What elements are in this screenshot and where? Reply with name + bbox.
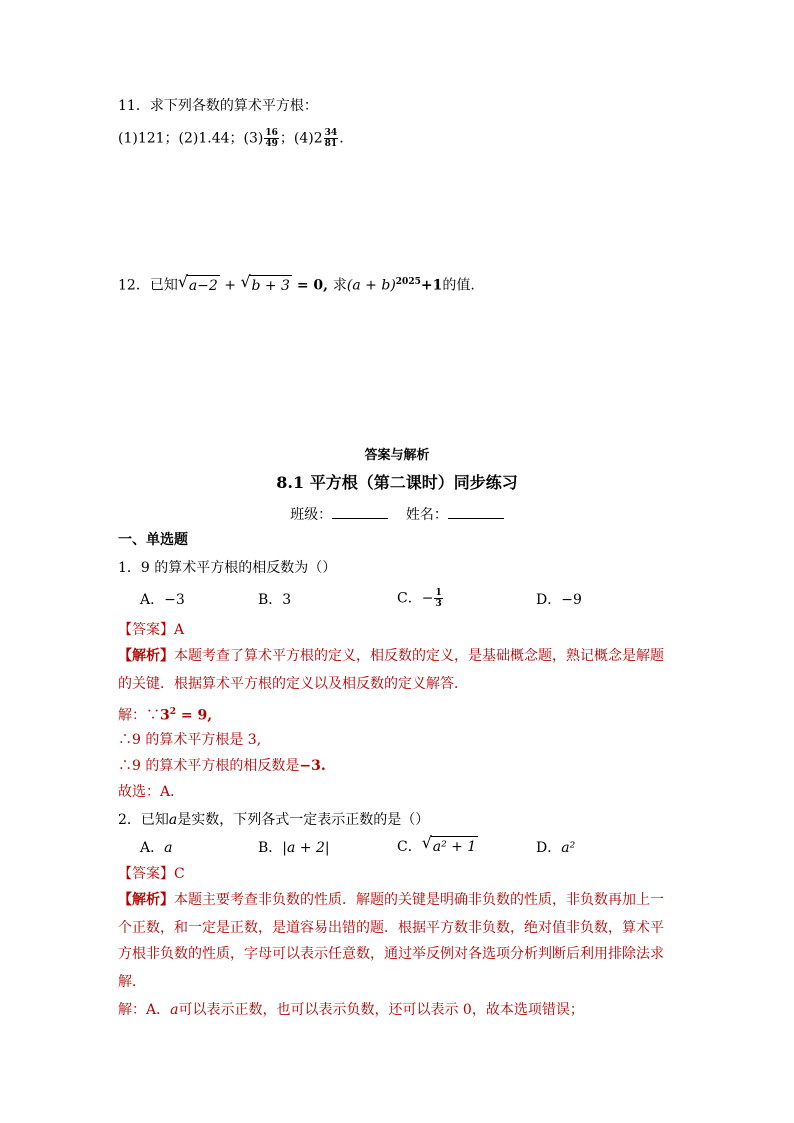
option-value: a² + 1 — [431, 836, 479, 857]
q1-option-c — [397, 588, 444, 609]
q2-analysis-1 — [118, 890, 664, 910]
analysis-tag: 【解析】 — [118, 892, 174, 908]
option-label: B． — [258, 840, 283, 856]
q12-exponent: 2025 — [395, 277, 421, 287]
sol-rest: = 9, — [176, 707, 213, 724]
section-heading: 一、单选题 — [118, 532, 188, 548]
option-value: a² — [561, 840, 576, 856]
frac-denominator: 3 — [435, 599, 442, 609]
analysis-text: 本题考查了算术平方根的定义，相反数的定义，是基础概念题，熟记概念是解题 — [174, 648, 664, 664]
q2-stem-b: 是实数，下列各式一定表示正数的是（） — [177, 812, 430, 828]
document-title: 8.1 平方根（第二课时）同步练习 — [276, 473, 518, 492]
q12-mid: 求 — [332, 277, 347, 294]
radicand-1: a−2 — [187, 275, 220, 296]
sol-value: −3. — [299, 758, 326, 774]
q1-option-d: D．−9 — [536, 592, 582, 608]
q1-stem: 1．9 的算术平方根的相反数为（） — [118, 560, 337, 576]
q2-answer: 【答案】C — [118, 866, 185, 882]
q1-analysis-1 — [118, 646, 664, 666]
class-blank — [332, 504, 388, 519]
q11-end: . — [339, 130, 344, 147]
q1-option-b: B．3 — [258, 592, 292, 608]
q12-plus-one: +1 — [420, 277, 443, 294]
sol-prefix: 解：∵ — [118, 707, 160, 724]
q11-fraction-1 — [264, 128, 279, 149]
name-blank — [448, 504, 504, 519]
q11-items — [118, 128, 344, 149]
q2-analysis-3: 方根非负数的性质，字母可以表示任意数，通过举反例对各选项分析判断后利用排除法求 — [118, 946, 664, 962]
option-value: a — [164, 840, 173, 856]
q1-option-a: A．−3 — [140, 592, 185, 608]
q1-option-c-prefix: C．− — [397, 590, 434, 607]
option-value: |a + 2| — [282, 840, 330, 856]
frac-numerator: 16 — [265, 128, 278, 138]
q2-stem — [118, 810, 429, 830]
frac-denominator: 49 — [265, 139, 278, 149]
q2-option-c — [397, 833, 478, 857]
q2-analysis-2: 个正数，和一定是正数，是道容易出错的题．根据平方数非负数，绝对值非负数，算术平 — [118, 920, 664, 936]
q1-analysis-2: 的关键．根据算术平方根的定义以及相反数的定义解答． — [118, 676, 468, 692]
radicand-2: b + 3 — [249, 275, 292, 296]
q1-answer: 【答案】A — [118, 622, 185, 638]
frac-denominator: 81 — [324, 139, 338, 149]
q2-option-b — [258, 838, 330, 858]
equals-zero: = 0, — [291, 277, 333, 294]
analysis-tag: 【解析】 — [118, 648, 174, 664]
sqrt-expression-2: √ b + 3 — [240, 271, 290, 294]
q11-fraction-2 — [324, 128, 339, 149]
q11-items-prefix: (1)121；(2)1.44；(3) — [118, 130, 264, 147]
sqrt-expression: √ a² + 1 — [421, 833, 477, 855]
q12-prefix: 12．已知 — [118, 277, 178, 294]
q1-solution-4: 故选：A． — [118, 784, 185, 800]
answers-header: 答案与解析 — [364, 448, 430, 463]
q2-option-a — [140, 838, 172, 858]
q12-expression: (a + b) — [346, 277, 396, 294]
q1-solution-2: ∴9 的算术平方根是 3, — [118, 732, 262, 748]
q2-analysis-4: 解． — [118, 974, 146, 990]
frac-numerator: 34 — [324, 128, 338, 138]
sol-exponent: 2 — [169, 707, 177, 717]
q1-option-c-fraction — [434, 588, 442, 609]
q12-suffix: 的值. — [442, 277, 475, 294]
plus-sign: + — [219, 277, 241, 294]
sol-text: 可以表示正数，也可以表示负数，还可以表示 0，故本选项错误； — [178, 1002, 584, 1018]
q2-stem-a: 2．已知 — [118, 812, 169, 828]
sqrt-expression-1: √ a−2 — [177, 271, 218, 294]
sol-text: ∴9 的算术平方根的相反数是 — [118, 758, 300, 774]
q2-variable: a — [168, 812, 178, 828]
option-label: D． — [536, 840, 562, 856]
q11-stem: 11．求下列各数的算术平方根： — [118, 98, 318, 114]
q1-solution-1 — [118, 702, 212, 726]
q2-option-d — [536, 838, 575, 858]
analysis-text: 本题主要考查非负数的性质．解题的关键是明确非负数的性质，非负数再加上一 — [174, 892, 664, 908]
q12-line — [118, 272, 475, 296]
class-name-row — [0, 504, 794, 524]
q11-item4-prefix: ；(4)2 — [279, 130, 323, 147]
frac-numerator: 1 — [435, 588, 442, 598]
q1-solution-3 — [118, 756, 326, 776]
sol-prefix: 解：A． — [118, 1002, 171, 1018]
option-label: A． — [140, 840, 165, 856]
option-label: C． — [397, 839, 422, 855]
class-label: 班级： — [290, 507, 333, 523]
sol-variable: a — [170, 1002, 179, 1018]
name-label: 姓名： — [405, 507, 448, 523]
sol-base: 3 — [160, 707, 170, 724]
q2-solution-1 — [118, 1000, 584, 1020]
